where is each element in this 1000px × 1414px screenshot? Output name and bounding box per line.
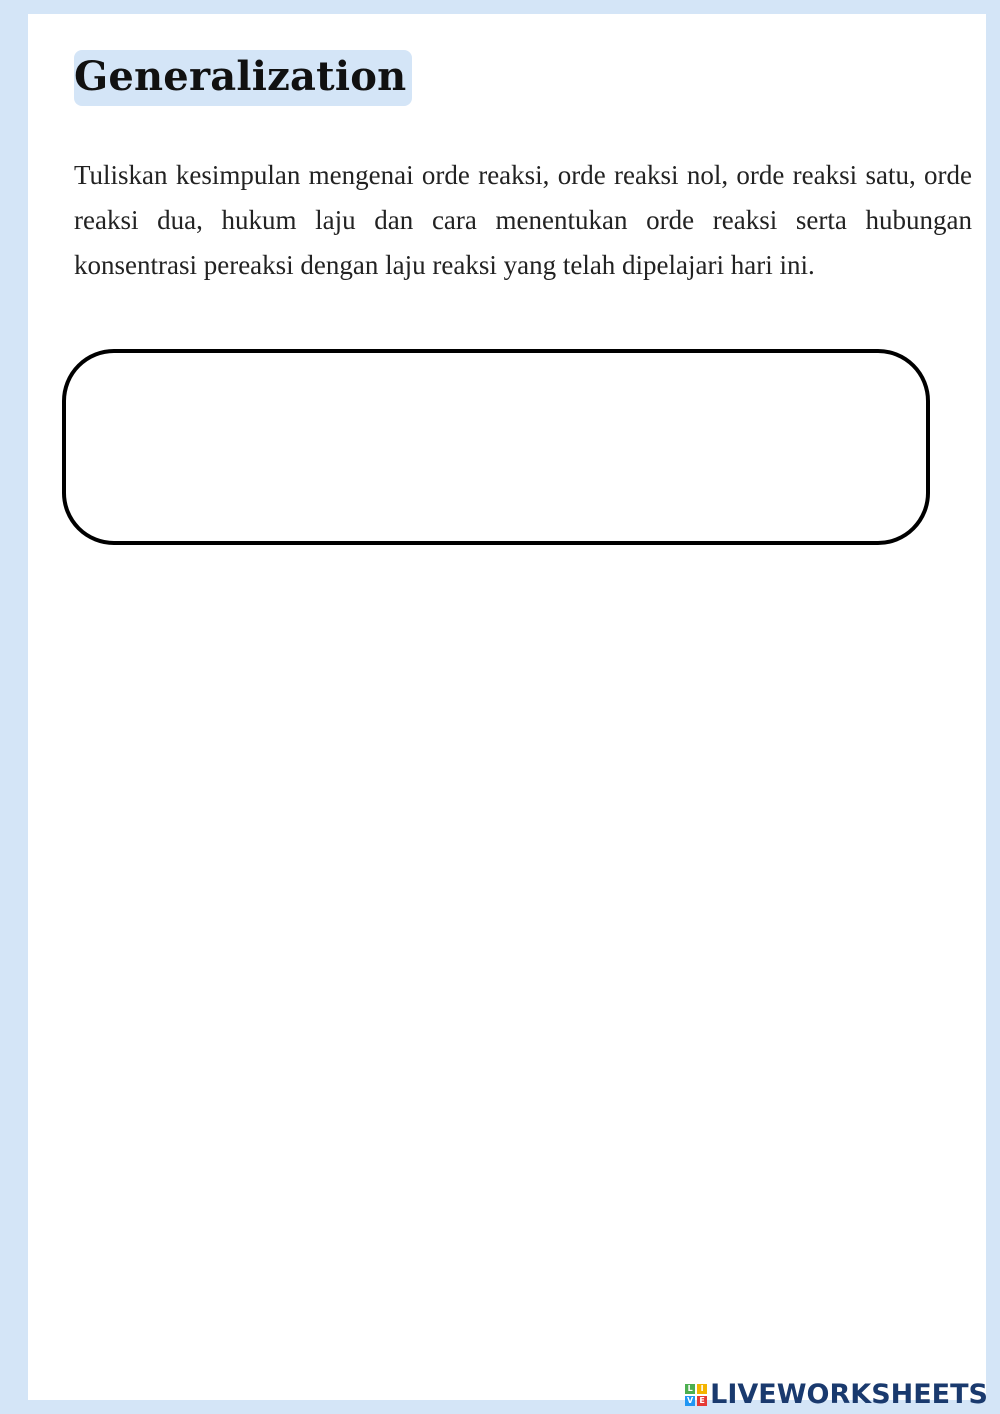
worksheet-page — [28, 14, 986, 1400]
logo-letter-v: V — [687, 1395, 694, 1405]
logo-letter-i: I — [697, 1384, 707, 1394]
page-title: Generalization — [74, 53, 407, 100]
instruction-paragraph: Tuliskan kesimpulan mengenai orde reaksi, orde reaksi nol, orde reaksi satu, orde reaksi dua, hukum laju dan cara menentukan orde reaksi serta hubungan konsentrasi pereaksi dengan laju reaksi yang telah dipelajari hari ini. — [74, 160, 972, 280]
logo-letter-e: E — [697, 1396, 707, 1406]
brand-name: LIVEWORKSHEETS — [710, 1379, 988, 1410]
answer-box[interactable] — [62, 349, 930, 545]
liveworksheets-logo-icon — [685, 1384, 707, 1406]
answer-textarea[interactable] — [114, 381, 888, 521]
title-highlight — [74, 50, 412, 106]
logo-letter-l: L — [685, 1384, 695, 1394]
liveworksheets-brand — [685, 1381, 988, 1408]
